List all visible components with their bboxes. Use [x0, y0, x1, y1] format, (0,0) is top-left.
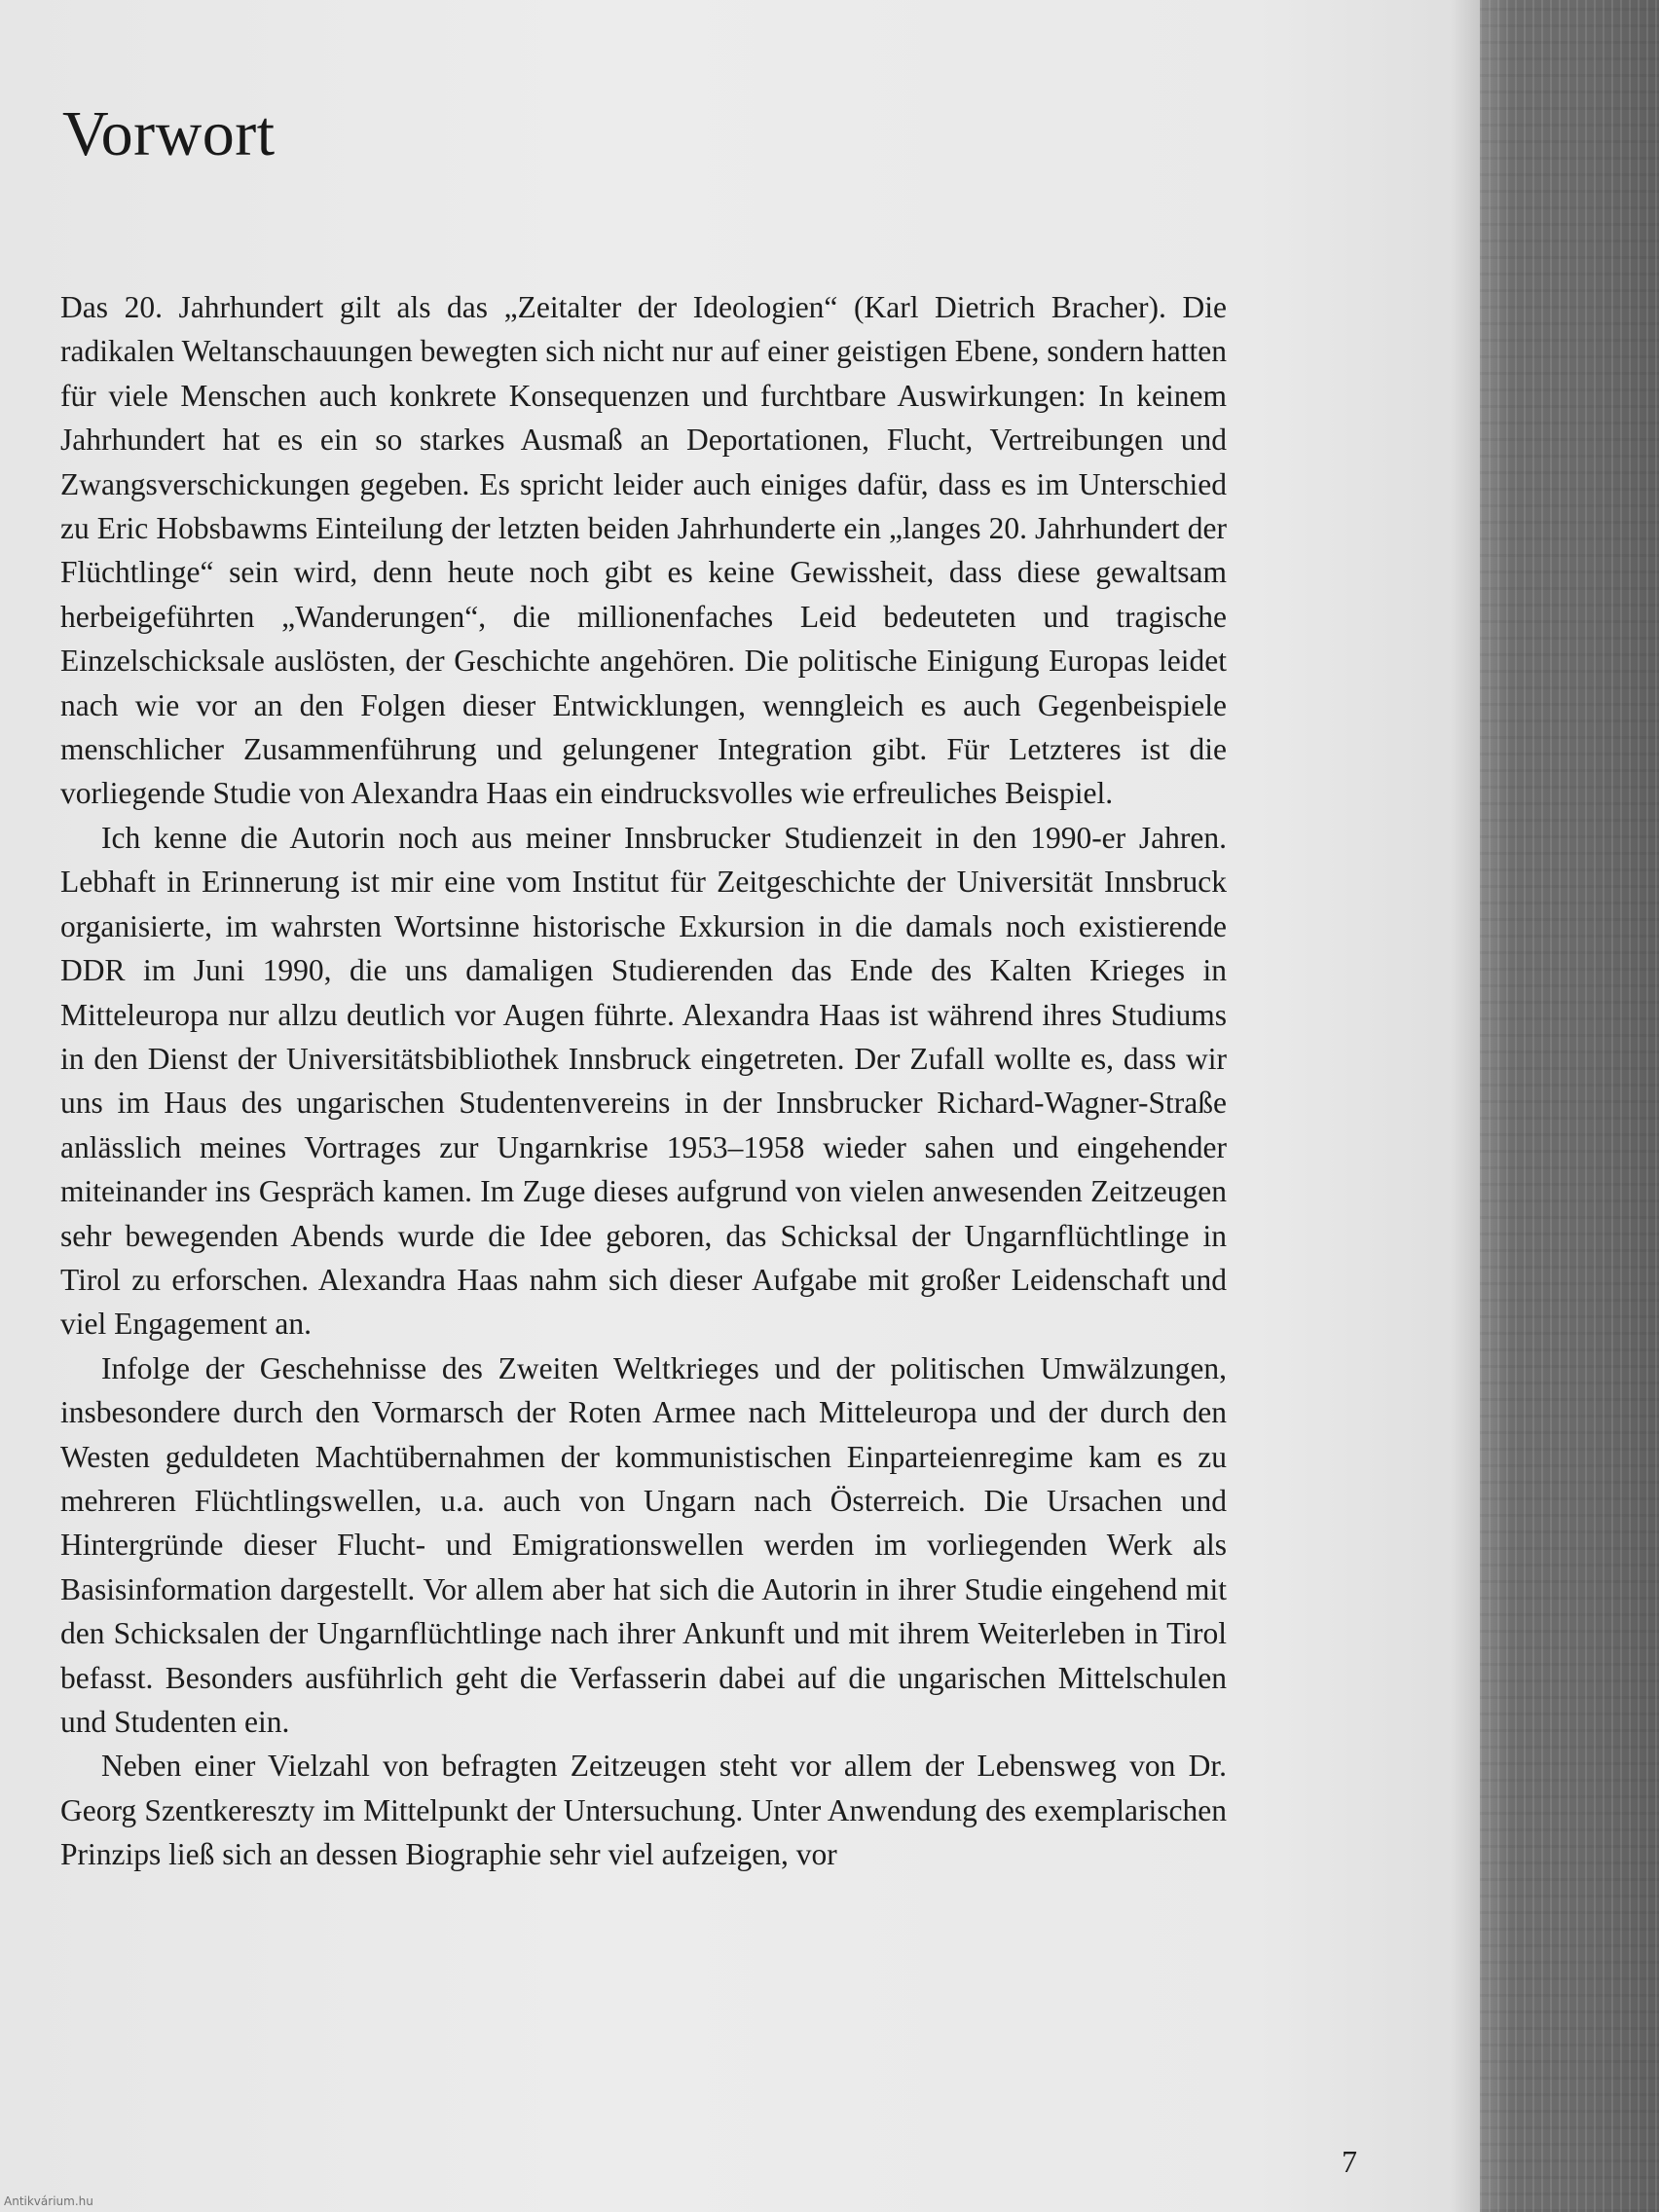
page-title: Vorwort — [62, 98, 276, 169]
paragraph-2: Ich kenne die Autorin noch aus meiner Innsbrucker Studienzeit in den 1990-er Jahren. Lebhaft in Erinnerung ist mir eine vom Institut für Zeitgeschichte der Universität Innsbruck organisierte, im wahrsten Wortsinne historische Exkursion in die damals noch existierende DDR im Juni 1990, die uns damaligen Studierenden das Ende des Kalten Krieges in Mitteleuropa nur allzu deutlich vor Augen führte. Alexandra Haas ist während ihres Studiums in den Dienst der Universitätsbibliothek Innsbruck eingetreten. Der Zufall wollte es, dass wir uns im Haus des ungarischen Studentenvereins in der Innsbrucker Richard-Wagner-Straße anlässlich meines Vortrages zur Ungarnkrise 1953–1958 wieder sahen und eingehender miteinander ins Gespräch kamen. Im Zuge dieses aufgrund von vielen anwesenden Zeitzeugen sehr bewegenden Abends wurde die Idee geboren, das Schicksal der Ungarnflüchtlinge in Tirol zu erforschen. Alexandra Haas nahm sich dieser Aufgabe mit großer Leidenschaft und viel Engagement an. — [60, 820, 1227, 1342]
watermark: Antikvárium.hu — [4, 2194, 93, 2208]
paragraph-1: Das 20. Jahrhundert gilt als das „Zeitalter der Ideologien“ (Karl Dietrich Bracher). Die radikalen Weltanschauungen bewegten sich nicht nur auf einer geistigen Ebene, sondern hatten für viele Menschen auch konkrete Konsequenzen und furchtbare Auswirkungen: In keinem Jahrhundert hat es ein so starkes Ausmaß an Deportationen, Flucht, Vertreibungen und Zwangsverschickungen gegeben. Es spricht leider auch einiges dafür, dass es im Unterschied zu Eric Hobsbawms Einteilung der letzten beiden Jahrhunderte ein „langes 20. Jahrhundert der Flüchtlinge“ sein wird, denn heute noch gibt es keine Gewissheit, dass diese gewaltsam herbeigeführten „Wanderungen“, die millionenfaches Leid bedeuteten und tragische Einzelschicksale auslösten, der Geschichte angehören. Die politische Einigung Europas leidet nach wie vor an den Folgen dieser Entwicklungen, wenngleich es auch Gegenbeispiele menschlicher Zusammenführung und gelungener Integration gibt. Für Letzteres ist die vorliegende Studie von Alexandra Haas ein eindrucksvolles wie erfreuliches Beispiel. — [60, 290, 1227, 811]
page-number: 7 — [1342, 2144, 1357, 2179]
page-edge-shadow — [1451, 0, 1480, 2212]
paragraph-3: Infolge der Geschehnisse des Zweiten Weltkrieges und der politischen Umwälzungen, insbesondere durch den Vormarsch der Roten Armee nach Mitteleuropa und der durch den Westen geduldeten Machtübernahmen der kommunistischen Einparteienregime kam es zu mehreren Flüchtlingswellen, u.a. auch von Ungarn nach Österreich. Die Ursachen und Hintergründe dieser Flucht- und Emigrationswellen werden im vorliegenden Werk als Basisinformation dargestellt. Vor allem aber hat sich die Autorin in ihrer Studie eingehend mit den Schicksalen der Ungarnflüchtlinge nach ihrer Ankunft und mit ihrem Weiterleben in Tirol befasst. Besonders ausführlich geht die Verfasserin dabei auf die ungarischen Mittelschulen und Studenten ein. — [60, 1350, 1227, 1739]
book-binding-background — [1480, 0, 1659, 2212]
body-text — [60, 285, 1227, 1877]
paragraph-4: Neben einer Vielzahl von befragten Zeitzeugen steht vor allem der Lebensweg von Dr. Georg Szentkereszty im Mittelpunkt der Untersuchung. Unter Anwendung des exemplarischen Prinzips ließ sich an dessen Biographie sehr viel aufzeigen, vor — [60, 1749, 1227, 1872]
